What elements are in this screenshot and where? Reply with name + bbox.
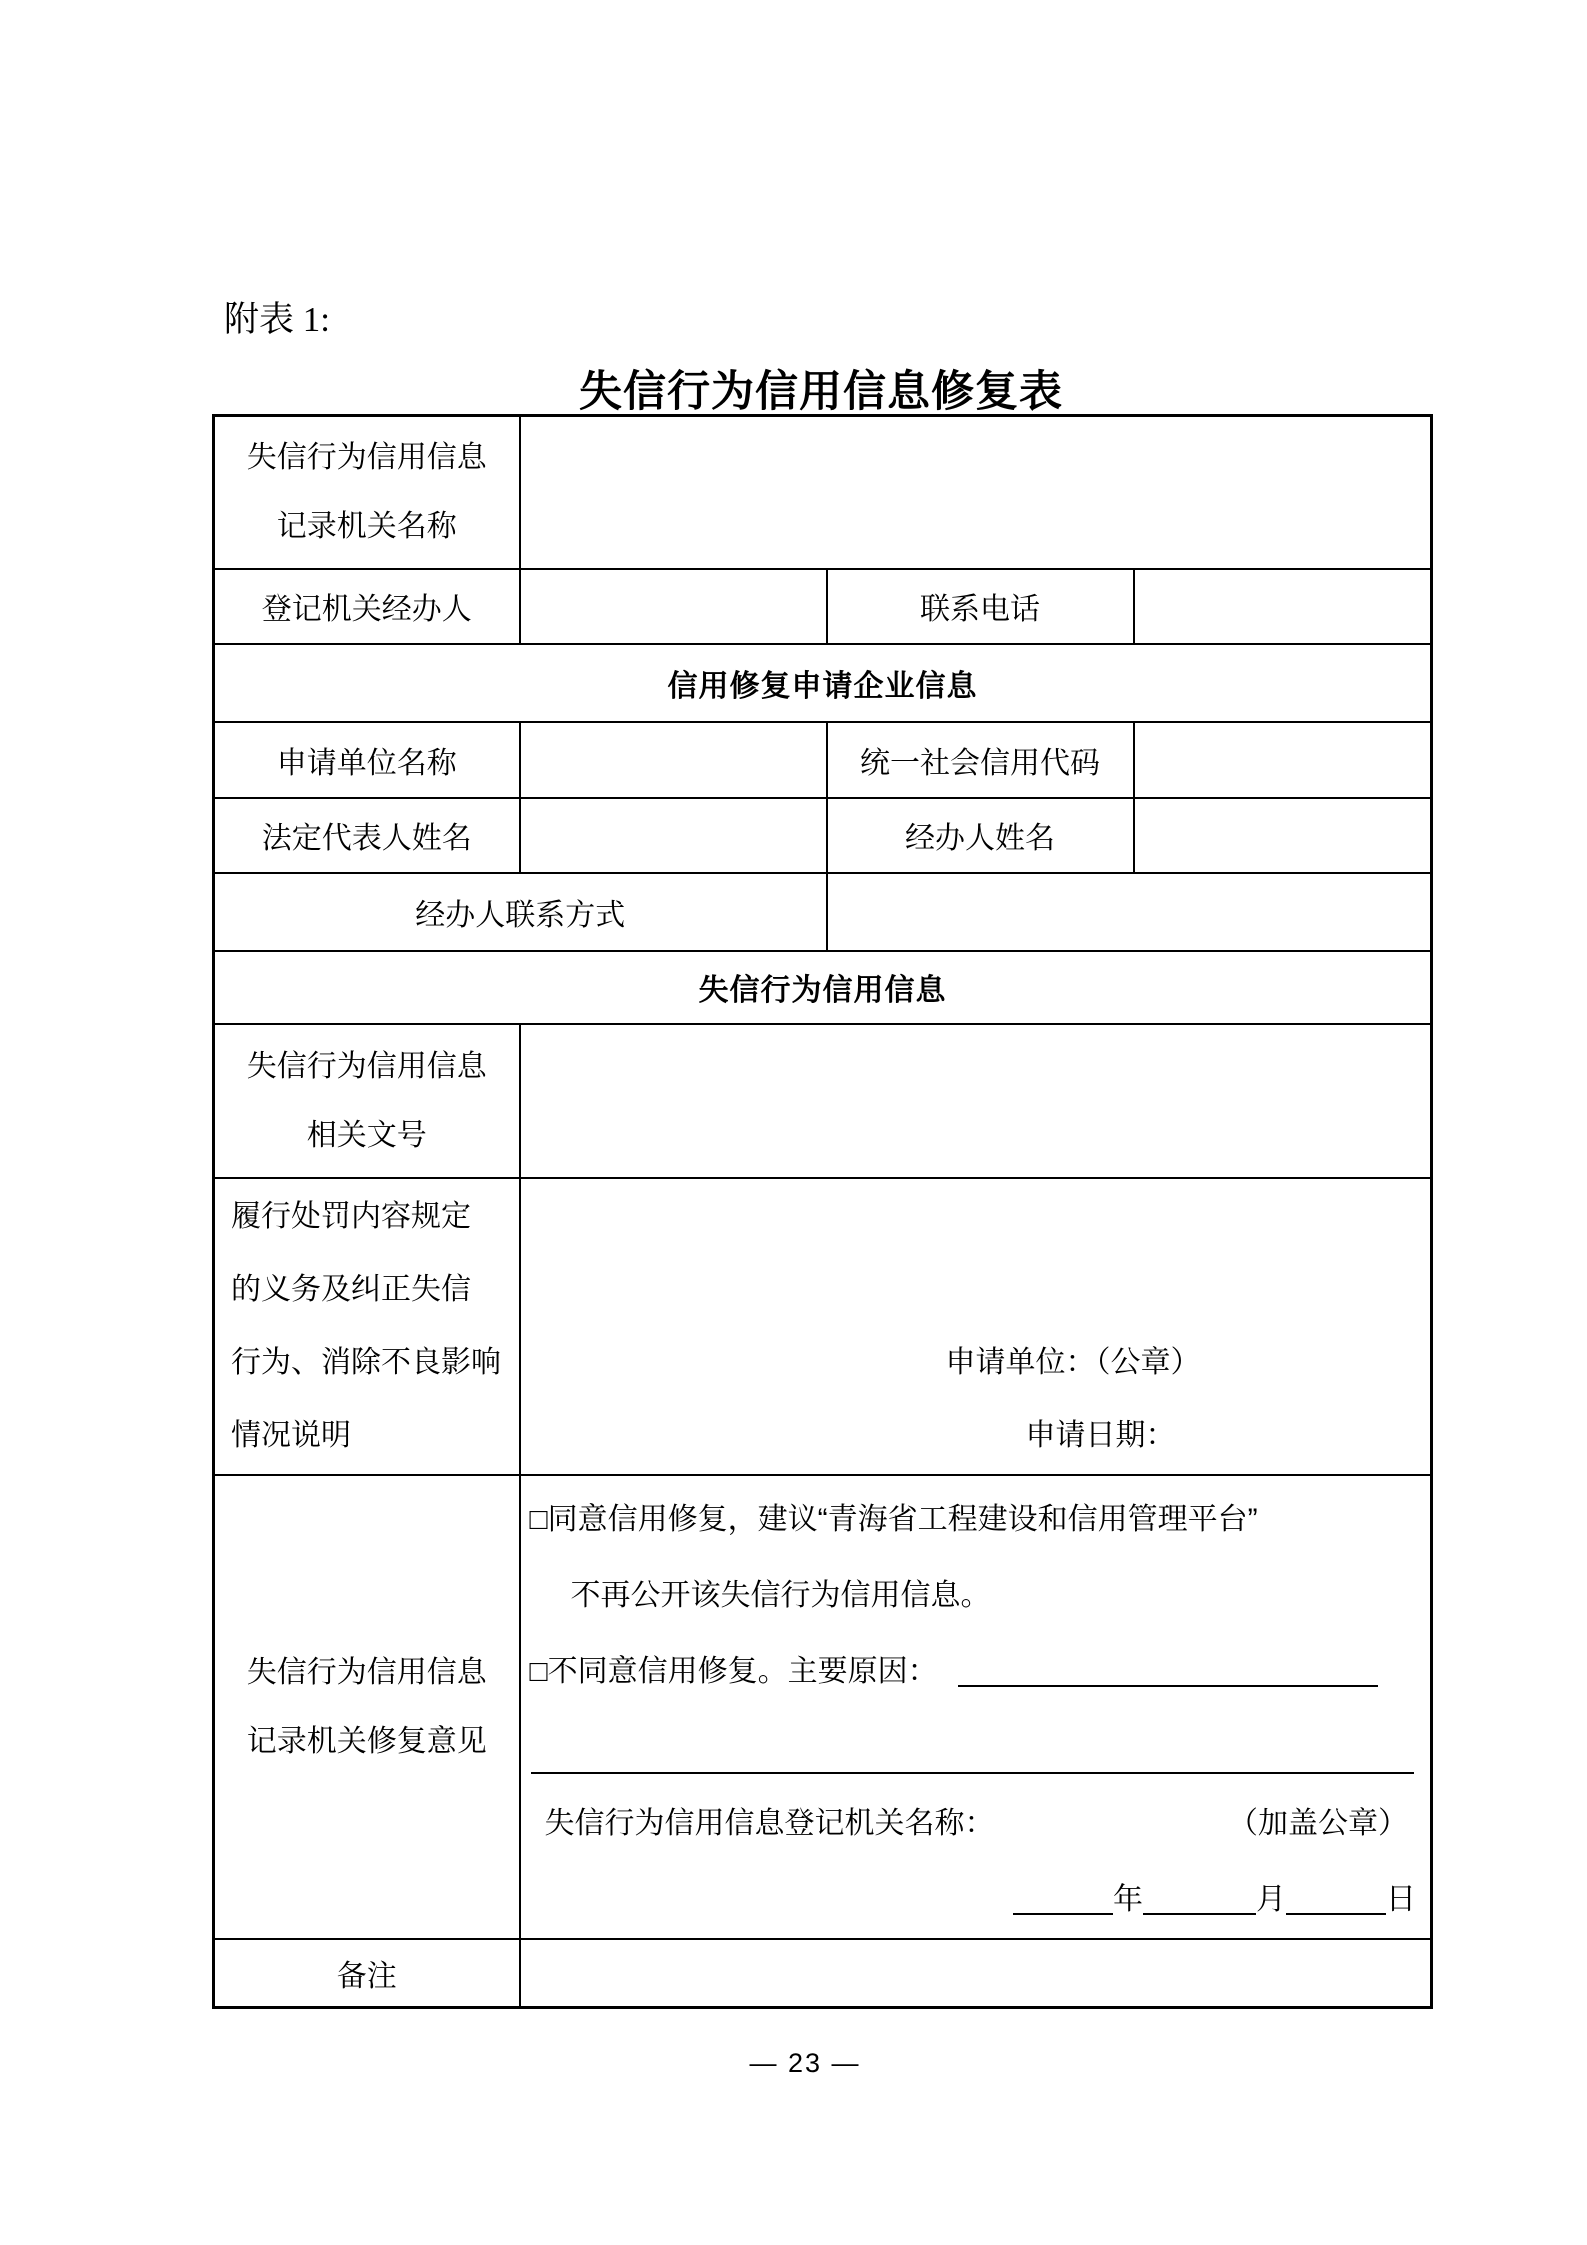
month-blank-line[interactable] [1143, 1911, 1256, 1915]
page-number: — 23 — [749, 2048, 861, 2078]
credit-info-section-header: 失信行为信用信息 [214, 951, 1432, 1024]
agree-checkbox[interactable]: □ [529, 1502, 548, 1536]
recording-agency-label [214, 416, 520, 569]
contact-phone-label: 联系电话 [827, 569, 1134, 644]
registrar-handler-label: 登记机关经办人 [214, 569, 520, 644]
agree-option-row [521, 1482, 1431, 1558]
table-row [214, 569, 1432, 644]
doc-number-label [214, 1024, 520, 1178]
recording-agency-label-line2: 记录机关名称 [276, 510, 457, 544]
compliance-statement-field[interactable] [520, 1178, 1432, 1475]
apply-date-line: 申请日期： [1025, 1418, 1176, 1452]
date-signature-row [521, 1862, 1431, 1938]
legal-rep-label: 法定代表人姓名 [214, 798, 520, 873]
table-row [214, 1024, 1432, 1178]
agency-name-label: 失信行为信用信息登记机关名称： [544, 1806, 995, 1840]
repair-opinion-label-line1: 失信行为信用信息 [246, 1655, 487, 1689]
attachment-label: 附表 1: [224, 300, 330, 339]
recording-agency-label-line1: 失信行为信用信息 [246, 441, 487, 475]
credit-repair-form-table [212, 414, 1433, 2009]
handler-contact-field[interactable] [827, 873, 1432, 951]
reason-continuation-row [521, 1710, 1431, 1786]
disagree-option-text: 不同意信用修复。主要原因： [547, 1654, 938, 1688]
credit-code-label: 统一社会信用代码 [827, 722, 1134, 798]
agree-option-text: 同意信用修复，建议“青海省工程建设和信用管理平台” [547, 1502, 1258, 1536]
month-label: 月 [1256, 1882, 1287, 1916]
remarks-label: 备注 [214, 1939, 520, 2008]
table-row [214, 1475, 1432, 1939]
repair-opinion-label-line2: 记录机关修复意见 [246, 1724, 487, 1758]
day-blank-line[interactable] [1286, 1911, 1386, 1915]
year-blank-line[interactable] [1013, 1911, 1113, 1915]
handler-name-field[interactable] [1134, 798, 1432, 873]
disagree-option-row [521, 1634, 1431, 1710]
recording-agency-field[interactable] [520, 416, 1432, 569]
remarks-field[interactable] [520, 1939, 1432, 2008]
table-row [214, 416, 1432, 569]
agree-option-continuation: 不再公开该失信行为信用信息。 [570, 1578, 991, 1612]
credit-code-field[interactable] [1134, 722, 1432, 798]
agency-name-row [521, 1786, 1431, 1862]
applicant-seal-line: 申请单位：（公章） [945, 1345, 1201, 1379]
page-title: 失信行为信用信息修复表 [579, 369, 1063, 416]
year-label: 年 [1113, 1882, 1144, 1916]
doc-number-field[interactable] [520, 1024, 1432, 1178]
enterprise-section-header: 信用修复申请企业信息 [214, 644, 1432, 722]
registrar-handler-field[interactable] [520, 569, 827, 644]
table-row [214, 873, 1432, 951]
table-row [214, 798, 1432, 873]
reason-blank-line-2[interactable] [531, 1772, 1415, 1774]
legal-rep-field[interactable] [520, 798, 827, 873]
compliance-statement-label: 履行处罚内容规定 的义务及纠正失信 行为、消除不良影响 情况说明 [214, 1178, 520, 1475]
table-row [214, 644, 1432, 722]
table-row [214, 722, 1432, 798]
doc-number-label-line2: 相关文号 [306, 1118, 427, 1152]
reason-blank-line[interactable] [958, 1683, 1378, 1687]
applicant-unit-label: 申请单位名称 [214, 722, 520, 798]
seal-note: （加盖公章） [1228, 1806, 1409, 1840]
day-label: 日 [1386, 1882, 1417, 1916]
doc-number-label-line1: 失信行为信用信息 [246, 1049, 487, 1083]
table-row [214, 1178, 1432, 1475]
contact-phone-field[interactable] [1134, 569, 1432, 644]
disagree-checkbox[interactable]: □ [529, 1654, 548, 1688]
repair-opinion-field [520, 1475, 1432, 1939]
repair-opinion-label [214, 1475, 520, 1939]
applicant-unit-field[interactable] [520, 722, 827, 798]
table-row [214, 951, 1432, 1024]
table-row [214, 1939, 1432, 2008]
handler-contact-label: 经办人联系方式 [214, 873, 827, 951]
handler-name-label: 经办人姓名 [827, 798, 1134, 873]
